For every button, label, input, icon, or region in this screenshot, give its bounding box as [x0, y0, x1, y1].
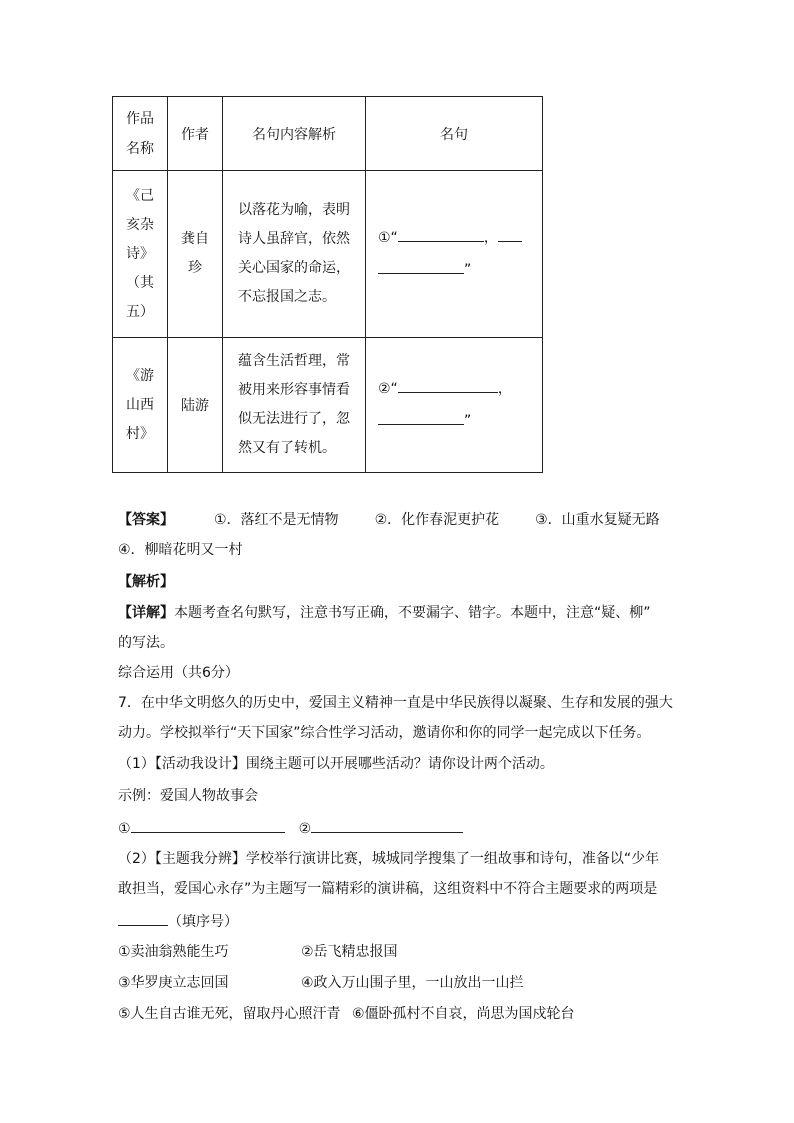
section-title: 综合运用（共6分）	[118, 665, 239, 681]
subquestion-2: （2）【主题我分辨】学校举行演讲比赛，城城同学搜集了一组故事和诗句，准备以“少年	[118, 851, 660, 867]
cell-analysis: 蕴含生活哲理，常被用来形容事情看似无法进行了，忽然又有了转机。	[223, 338, 366, 473]
option-item: ⑤人生自古谁无死，留取丹心照汗青	[118, 1006, 341, 1022]
question-7-text: 7．在中华文明悠久的历史中，爱国主义精神一直是中华民族得以凝聚、生存和发展的强大	[118, 695, 673, 711]
header-analysis: 名句内容解析	[223, 97, 366, 171]
option-item: ⑥僵卧孤村不自哀，尚思为国戍轮台	[352, 1006, 575, 1022]
analysis-detail-line: 的写法。	[118, 635, 174, 651]
table-row	[113, 171, 543, 338]
header-quote: 名句	[366, 97, 543, 171]
answer-line-2	[118, 540, 243, 560]
header-work-title: 作品名称	[113, 97, 168, 171]
option-item: ①卖油翁熟能生巧	[118, 944, 229, 960]
answer-blank[interactable]	[118, 910, 168, 926]
analysis-label: 【解析】	[118, 574, 174, 590]
activity-blank-1[interactable]	[131, 817, 285, 833]
table-header-row	[113, 97, 543, 171]
example-text: 示例：爱国人物故事会	[118, 788, 258, 804]
fill-blank[interactable]	[498, 226, 522, 242]
cell-analysis: 以落花为喻，表明诗人虽辞官，依然关心国家的命运，不忘报国之志。	[223, 171, 366, 338]
answer-label: 【答案】	[118, 512, 174, 528]
analysis-detail-line: 【详解】本题考查名句默写，注意书写正确，不要漏字、错字。本题中，注意“疑、柳”	[118, 605, 651, 621]
option-item: ③华罗庚立志回国	[118, 975, 229, 991]
fill-blank[interactable]	[378, 258, 464, 274]
subquestion-2: 敢担当，爱国心永存”为主题写一篇精彩的演讲稿，这组资料中不符合主题要求的两项是	[118, 881, 658, 897]
fill-blank[interactable]	[398, 377, 498, 393]
answer-item: ④．柳暗花明又一村	[118, 542, 243, 558]
activity-blanks: ① ②	[118, 817, 463, 839]
cell-work: 《游山西村》	[113, 338, 168, 473]
question-7-text: 动力。学校拟举行“天下国家”综合性学习活动，邀请你和你的同学一起完成以下任务。	[118, 725, 651, 741]
table-row	[113, 338, 543, 473]
cell-work: 《己亥杂诗》（其五）	[113, 171, 168, 338]
answer-item: ①．落红不是无情物	[214, 512, 339, 528]
cell-quote-blank: ②“ ， ”	[366, 338, 543, 473]
subquestion-2-answer: （填序号）	[118, 910, 238, 932]
cell-quote-blank: ①“ ， ”	[366, 171, 543, 338]
option-item: ②岳飞精忠报国	[301, 944, 398, 960]
poem-table	[112, 96, 543, 473]
subquestion-1: （1）【活动我设计】围绕主题可以开展哪些活动？请你设计两个活动。	[118, 756, 554, 772]
activity-blank-2[interactable]	[311, 817, 463, 833]
option-item: ④政入万山围子里，一山放出一山拦	[301, 975, 524, 991]
fill-blank[interactable]	[378, 409, 464, 425]
cell-author: 龚自珍	[168, 171, 223, 338]
answer-item: ③．山重水复疑无路	[535, 512, 660, 528]
answer-item: ②．化作春泥更护花	[374, 512, 500, 528]
cell-author: 陆游	[168, 338, 223, 473]
header-author: 作者	[168, 97, 223, 171]
answer-line	[118, 510, 660, 530]
fill-blank[interactable]	[398, 226, 484, 242]
detail-label: 【详解】	[118, 605, 174, 621]
